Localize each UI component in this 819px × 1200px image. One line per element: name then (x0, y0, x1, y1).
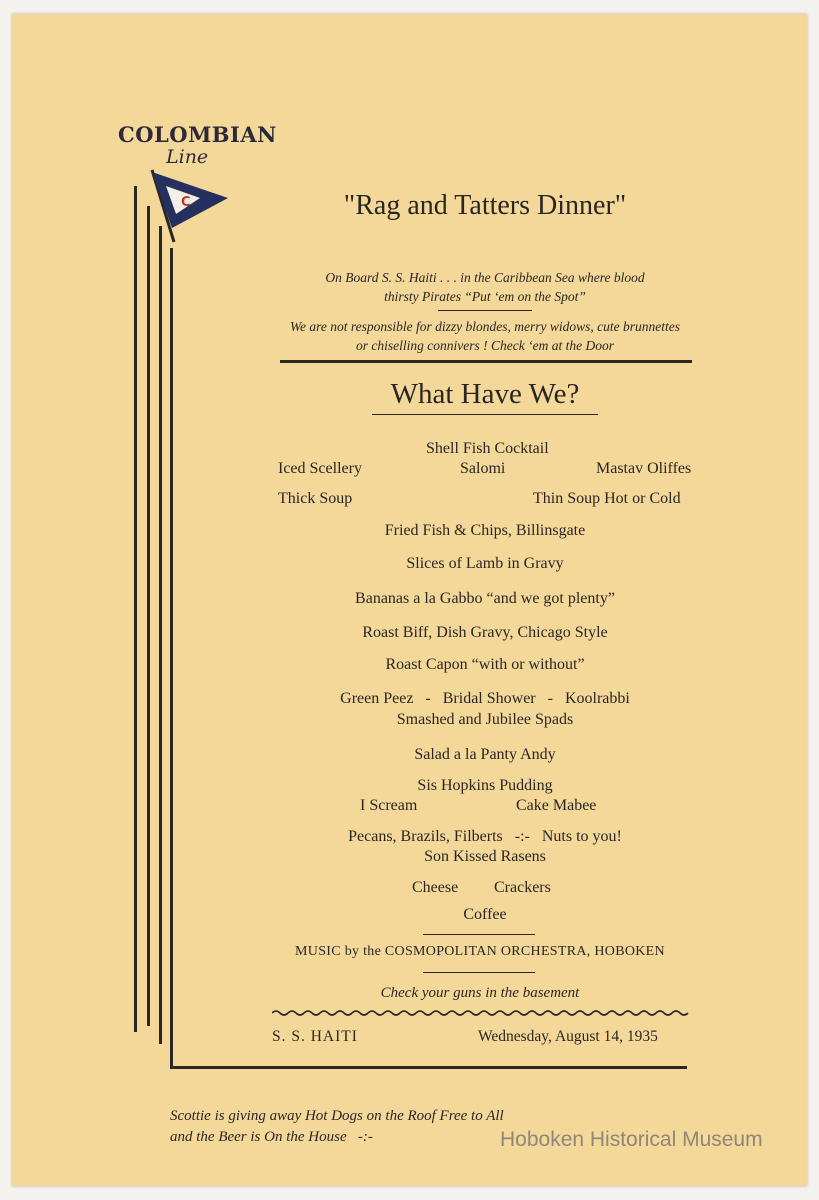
menu-item: Fried Fish & Chips, Billinsgate (384, 522, 586, 539)
footer-line-1: Scottie is giving away Hot Dogs on the Roof Free to All (170, 1108, 504, 1124)
menu-item: Salad a la Panty Andy (414, 746, 556, 763)
menu-item: Cake Mabee (516, 797, 597, 814)
subtitle-line-1: On Board S. S. Haiti . . . in the Caribbean Sea where blood (325, 270, 645, 285)
bottom-frame-line (170, 1066, 687, 1069)
menu-item: Sis Hopkins Pudding (417, 777, 553, 794)
header-rule (280, 360, 692, 363)
subtitle-line-2: thirsty Pirates “Put ‘em on the Spot” (384, 289, 586, 304)
menu-item: I Scream (360, 797, 418, 814)
menu-item: Roast Capon “with or without” (385, 656, 585, 673)
menu-item: Coffee (463, 906, 507, 923)
decor-line-1 (134, 186, 137, 1032)
ship-name: S. S. HAITI (272, 1028, 358, 1045)
menu-item: Salomi (460, 460, 506, 477)
menu-item: Cheese (412, 879, 459, 896)
dinner-date: Wednesday, August 14, 1935 (478, 1028, 658, 1045)
wavy-rule (272, 1008, 690, 1018)
menu-item: Son Kissed Rasens (424, 848, 546, 865)
heading-underline (372, 414, 598, 415)
menu-item: Thin Soup Hot or Cold (533, 490, 681, 507)
menu-item: Bananas a la Gabbo “and we got plenty” (355, 590, 615, 607)
menu-item: Thick Soup (278, 490, 353, 507)
music-credit: MUSIC by the COSMOPOLITAN ORCHESTRA, HOBOKEN (295, 944, 665, 959)
museum-watermark: Hoboken Historical Museum (500, 1128, 763, 1151)
disclaimer-line-2: or chiselling connivers ! Check ‘em at the Door (356, 338, 614, 353)
page-title: "Rag and Tatters Dinner" (343, 190, 627, 221)
music-divider (423, 972, 535, 973)
decor-line-2 (147, 206, 150, 1026)
menu-heading: What Have We? (390, 378, 580, 410)
menu-item: Mastav Oliffes (596, 460, 692, 477)
menu-item: Iced Scellery (278, 460, 362, 477)
logo-text-line: Line (166, 146, 209, 168)
menu-item: Green Peez - Bridal Shower - Koolrabbi (340, 690, 630, 707)
menu-item: Pecans, Brazils, Filberts -:- Nuts to you! (348, 828, 622, 845)
footer-line-2: and the Beer is On the House -:- (170, 1129, 373, 1145)
menu-item: Roast Biff, Dish Gravy, Chicago Style (362, 624, 608, 641)
decor-line-3 (159, 226, 162, 1044)
menu-item: Smashed and Jubilee Spads (396, 711, 574, 728)
decor-line-4 (170, 248, 173, 1068)
logo-text-colombian: COLOMBIAN (118, 122, 277, 147)
menu-item: Shell Fish Cocktail (426, 440, 549, 457)
flag-letter: C (181, 195, 191, 210)
coffee-divider (423, 934, 535, 935)
guns-note: Check your guns in the basement (380, 985, 580, 1001)
menu-item: Crackers (494, 879, 551, 896)
subtitle-divider (438, 310, 532, 311)
disclaimer-line-1: We are not responsible for dizzy blondes, merry widows, cute brunnettes (290, 319, 680, 334)
menu-item: Slices of Lamb in Gravy (406, 555, 564, 572)
